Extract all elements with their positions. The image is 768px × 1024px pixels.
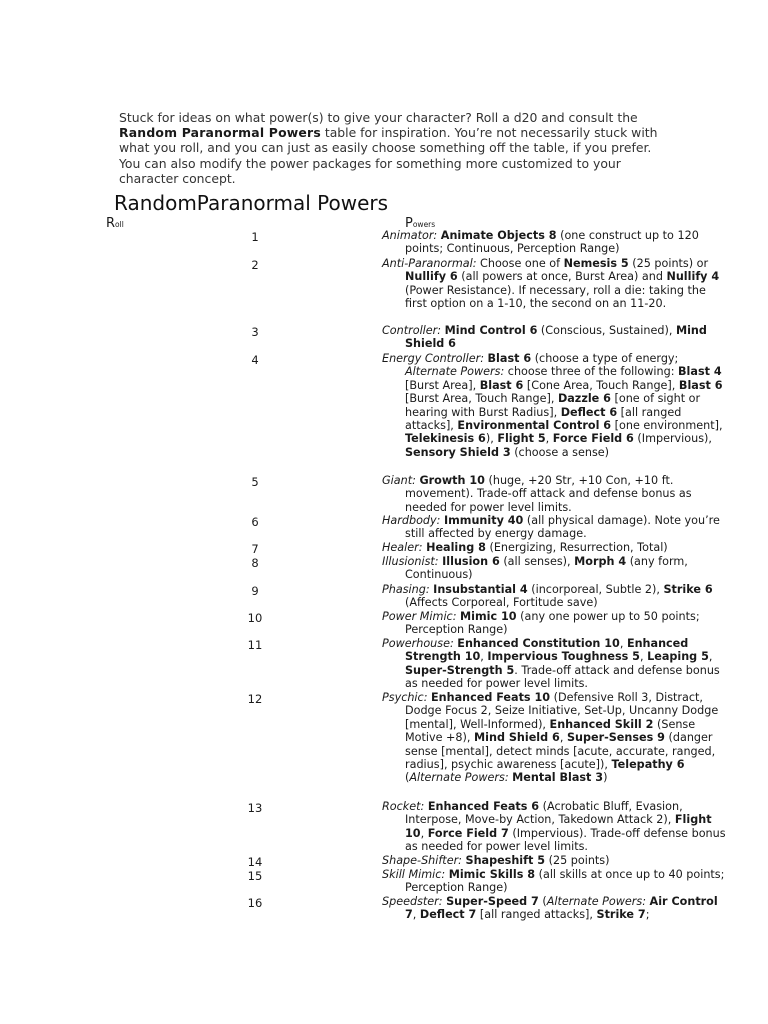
power-detail: [one environment], xyxy=(611,419,723,433)
archetype-label: Hardbody: xyxy=(382,514,441,527)
archetype-label: Giant: xyxy=(382,474,416,487)
power-detail: , xyxy=(420,826,428,840)
power-name: Super-Strength 5 xyxy=(405,663,515,677)
powers-header-rest: owers xyxy=(412,220,436,229)
power-name: Blast 6 xyxy=(479,378,524,392)
power-name: Healing 8 xyxy=(426,541,486,554)
power-detail: ), xyxy=(485,432,498,446)
power-name: Mind Shield 6 xyxy=(474,731,560,745)
power-name: Flight 10 xyxy=(405,813,712,840)
power-entry xyxy=(382,541,729,554)
power-name: Nullify 6 xyxy=(405,270,458,284)
power-detail: ( xyxy=(405,771,410,785)
roll-column-header xyxy=(106,216,124,231)
power-name: Telepathy 6 xyxy=(611,758,685,772)
intro-text-1: Stuck for ideas on what power(s) to give your character? Roll a d20 and consult the xyxy=(119,110,638,125)
power-detail: (all senses), xyxy=(499,555,575,568)
archetype-label: Illusionist: xyxy=(382,555,439,568)
power-name: Sensory Shield 3 xyxy=(405,445,511,459)
power-name: Telekinesis 6 xyxy=(405,432,486,446)
archetype-label: Shape-Shifter: xyxy=(382,854,462,867)
power-detail: (Impervious), xyxy=(633,432,712,446)
power-name: Mind Shield 6 xyxy=(405,324,707,351)
roll-number: 8 xyxy=(251,556,259,570)
power-name: Nullify 4 xyxy=(666,270,720,284)
power-entry xyxy=(382,895,729,922)
archetype-label: Phasing: xyxy=(382,583,430,596)
roll-number: 11 xyxy=(247,638,263,652)
power-name: Force Field 6 xyxy=(552,432,634,446)
power-name: Air Control 7 xyxy=(405,895,718,922)
power-name: Shapeshift 5 xyxy=(465,854,546,867)
power-detail: (25 points) xyxy=(545,854,610,867)
power-detail: Choose one of xyxy=(476,257,564,270)
power-detail: (Sense Motive +8), xyxy=(405,717,696,745)
power-detail: (any form, Continuous) xyxy=(405,555,688,582)
power-name: Mind Control 6 xyxy=(444,324,538,337)
power-detail: , xyxy=(480,650,488,664)
archetype-label: Powerhouse: xyxy=(382,637,454,650)
page-title: RandomParanormal Powers xyxy=(114,191,389,215)
power-name: Enhanced Skill 2 xyxy=(549,717,654,731)
power-name: Insubstantial 4 xyxy=(433,583,528,596)
archetype-label: Alternate Powers: xyxy=(546,895,646,908)
intro-table-name: Random Paranormal Powers xyxy=(119,125,321,141)
power-name: Dazzle 6 xyxy=(557,392,611,406)
power-name: Immunity 40 xyxy=(443,514,524,527)
power-name: Blast 4 xyxy=(678,365,722,379)
power-entry xyxy=(382,324,729,351)
power-entry xyxy=(382,800,729,854)
power-detail: [Burst Area, Touch Range], xyxy=(405,392,558,406)
power-entry xyxy=(382,352,729,459)
power-name: Enhanced Feats 10 xyxy=(431,691,551,704)
power-name: Force Field 7 xyxy=(427,826,509,840)
power-detail: [all ranged attacks], xyxy=(405,405,682,433)
power-name: Morph 4 xyxy=(574,555,627,568)
archetype-label: Power Mimic: xyxy=(382,610,457,623)
archetype-label: Healer: xyxy=(382,541,423,554)
power-entry xyxy=(382,257,729,311)
power-name: Deflect 7 xyxy=(419,908,477,922)
power-detail: [all ranged attacks], xyxy=(476,908,597,922)
power-detail: [one of sight or hearing with Burst Radius], xyxy=(405,392,701,419)
power-entry xyxy=(382,868,729,895)
power-name: Leaping 5 xyxy=(647,650,709,664)
power-detail: (Power Resistance). If necessary, roll a die: taking the first option on a 1-10, the second on an 11-20. xyxy=(405,283,706,311)
power-detail: . Trade-off attack and defense bonus as needed for power level limits. xyxy=(405,663,720,691)
intro-text-2: table for inspiration. You’re not necessarily stuck with what you roll, and you can just as easily choose something off the table, if you prefer. You can also modify the power packages for something more customized to your character concept. xyxy=(119,125,658,186)
power-detail: (choose a sense) xyxy=(510,445,610,459)
roll-number: 10 xyxy=(247,611,263,625)
power-name: Animate Objects 8 xyxy=(440,229,557,242)
archetype-label: Alternate Powers: xyxy=(405,365,505,379)
power-detail: (Affects Corporeal, Fortitude save) xyxy=(405,596,598,610)
archetype-label: Speedster: xyxy=(382,895,443,908)
power-detail: (one construct up to 120 points; Continuous, Perception Range) xyxy=(405,229,699,256)
archetype-label: Skill Mimic: xyxy=(382,868,446,881)
power-name: Super-Senses 9 xyxy=(566,731,665,745)
power-entry xyxy=(382,514,729,541)
roll-header-rest: oll xyxy=(115,220,124,229)
power-name: Environmental Control 6 xyxy=(457,419,612,433)
power-entry xyxy=(382,474,729,514)
powers-header-cap: P xyxy=(405,216,413,231)
archetype-label: Energy Controller: xyxy=(382,352,484,365)
roll-number: 3 xyxy=(251,325,259,339)
power-name: Impervious Toughness 5 xyxy=(487,650,640,664)
archetype-label: Rocket: xyxy=(382,800,425,813)
power-name: Mimic Skills 8 xyxy=(448,868,536,881)
roll-number: 1 xyxy=(251,230,259,244)
power-detail: , xyxy=(619,637,627,650)
power-entry xyxy=(382,610,729,637)
power-detail: (Impervious). Trade-off defense bonus as needed for power level limits. xyxy=(405,826,726,854)
archetype-label: Psychic: xyxy=(382,691,428,704)
power-name: Enhanced Feats 6 xyxy=(427,800,540,813)
power-name: Illusion 6 xyxy=(442,555,500,568)
archetype-label: Alternate Powers: xyxy=(409,771,509,785)
power-entry xyxy=(382,583,729,610)
roll-number: 13 xyxy=(247,801,263,815)
roll-number: 15 xyxy=(247,869,263,883)
power-detail: , xyxy=(708,650,713,664)
power-detail: (25 points) or xyxy=(628,257,709,270)
power-entry xyxy=(382,854,729,867)
power-detail: ( xyxy=(538,895,547,908)
roll-number: 9 xyxy=(251,584,259,598)
power-entry xyxy=(382,555,729,582)
power-name: Strike 6 xyxy=(663,583,713,596)
roll-number: 16 xyxy=(247,896,263,910)
power-entry xyxy=(382,691,729,785)
roll-number: 5 xyxy=(251,475,259,489)
power-name: Deflect 6 xyxy=(560,405,618,419)
power-detail: (all physical damage). Note you’re still affected by energy damage. xyxy=(405,514,720,541)
power-name: Growth 10 xyxy=(419,474,485,487)
power-detail: , xyxy=(545,432,553,446)
archetype-label: Animator: xyxy=(382,229,438,242)
roll-number: 4 xyxy=(251,353,259,367)
power-detail: (Acrobatic Bluff, Evasion, Interpose, Move-by Action, Takedown Attack 2), xyxy=(405,800,683,827)
roll-number: 7 xyxy=(251,542,259,556)
power-name: Blast 6 xyxy=(678,378,723,392)
power-entry xyxy=(382,229,729,256)
power-name: Enhanced Constitution 10 xyxy=(457,637,620,650)
roll-number: 2 xyxy=(251,258,259,272)
intro-paragraph xyxy=(119,110,659,186)
power-detail: [Burst Area], xyxy=(405,378,480,392)
power-name: Blast 6 xyxy=(487,352,532,365)
power-detail: (Defensive Roll 3, Distract, Dodge Focus 2, Seize Initiative, Set-Up, Uncanny Dodge [mental], Well-Informed), xyxy=(405,691,719,731)
power-detail: choose three of the following: xyxy=(504,365,679,379)
roll-header-cap: R xyxy=(106,216,116,231)
power-detail: ) xyxy=(603,771,608,785)
power-name: Super-Speed 7 xyxy=(446,895,539,908)
power-detail: (choose a type of energy; xyxy=(531,352,679,365)
power-detail: (huge, +20 Str, +10 Con, +10 ft. movement). Trade-off attack and defense bonus as needed for power level limits. xyxy=(405,474,692,514)
power-detail: ; xyxy=(645,908,650,922)
power-detail: , xyxy=(559,731,567,745)
roll-number: 14 xyxy=(247,855,263,869)
power-detail: (all powers at once, Burst Area) and xyxy=(457,270,667,284)
power-name: Mimic 10 xyxy=(460,610,517,623)
power-detail: (incorporeal, Subtle 2), xyxy=(527,583,664,596)
roll-number: 12 xyxy=(247,692,263,706)
power-name: Strike 7 xyxy=(596,908,646,922)
power-detail: (all skills at once up to 40 points; Perception Range) xyxy=(405,868,725,895)
archetype-label: Controller: xyxy=(382,324,442,337)
power-detail: , xyxy=(412,908,420,922)
archetype-label: Anti-Paranormal: xyxy=(382,257,477,270)
roll-number: 6 xyxy=(251,515,259,529)
power-name: Mental Blast 3 xyxy=(512,771,604,785)
power-entry xyxy=(382,637,729,691)
power-name: Enhanced Strength 10 xyxy=(405,637,689,664)
power-name: Flight 5 xyxy=(497,432,546,446)
power-detail: (Conscious, Sustained), xyxy=(537,324,676,337)
power-detail: , xyxy=(639,650,648,664)
power-detail: [Cone Area, Touch Range], xyxy=(523,378,679,392)
power-detail: (any one power up to 50 points; Perception Range) xyxy=(405,610,700,637)
power-name: Nemesis 5 xyxy=(563,257,629,270)
power-detail: (danger sense [mental], detect minds [acute, accurate, ranged, radius], psychic awareness [acute]), xyxy=(405,731,716,772)
power-detail: (Energizing, Resurrection, Total) xyxy=(485,541,668,554)
